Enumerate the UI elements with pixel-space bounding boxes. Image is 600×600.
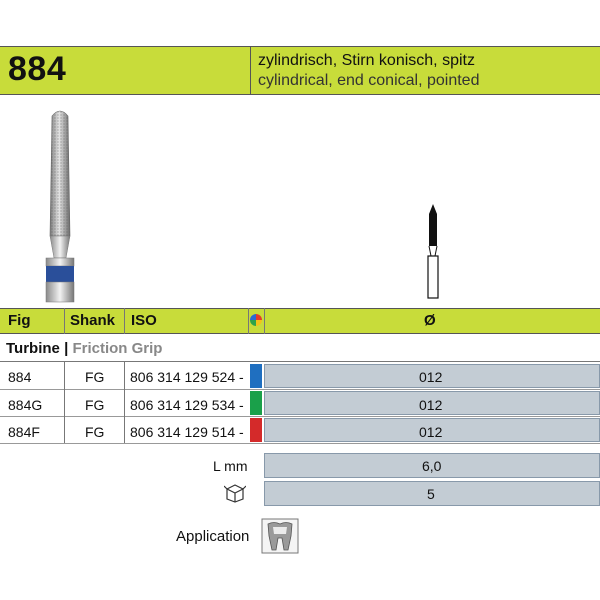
tooth-icon	[261, 518, 299, 554]
color-wheel-icon	[249, 313, 263, 327]
divider	[64, 362, 65, 443]
row-fig: 884F	[8, 424, 40, 440]
row-fig: 884	[8, 369, 32, 385]
row-iso: 806 314 129 524 -	[130, 369, 244, 385]
row-size: 012	[419, 369, 443, 385]
row-iso: 806 314 129 514 -	[130, 424, 244, 440]
group-label	[6, 340, 162, 357]
pack-value: 5	[427, 486, 435, 502]
figure-number: 884	[8, 50, 67, 88]
bur-silhouette-drawing	[418, 198, 448, 302]
column-shank: Shank	[70, 312, 116, 329]
header-divider	[250, 46, 251, 95]
color-code-green	[250, 391, 262, 415]
divider	[0, 361, 600, 362]
row-shank: FG	[85, 397, 105, 413]
row-size: 012	[419, 424, 443, 440]
length-value: 6,0	[422, 458, 442, 474]
divider	[248, 308, 249, 334]
divider	[0, 389, 600, 390]
application-label: Application	[176, 528, 250, 545]
length-label: L mm	[213, 458, 248, 474]
divider	[0, 443, 600, 444]
box-icon	[224, 481, 246, 503]
row-size: 012	[419, 397, 443, 413]
column-fig: Fig	[8, 312, 31, 329]
color-code-red	[250, 418, 262, 442]
divider	[0, 416, 600, 417]
row-iso: 806 314 129 534 -	[130, 397, 244, 413]
color-code-blue	[250, 364, 262, 388]
row-shank: FG	[85, 369, 105, 385]
column-iso: ISO	[131, 312, 157, 329]
description-german: zylindrisch, Stirn konisch, spitz	[258, 52, 475, 69]
column-diameter: Ø	[424, 312, 436, 329]
divider	[64, 308, 65, 334]
divider	[124, 308, 125, 334]
divider	[124, 362, 125, 443]
group-primary: Turbine	[6, 340, 60, 357]
row-shank: FG	[85, 424, 105, 440]
divider	[264, 308, 265, 334]
row-fig: 884G	[8, 397, 43, 413]
description-english: cylindrical, end conical, pointed	[258, 72, 480, 89]
group-secondary: Friction Grip	[72, 340, 163, 357]
group-separator: |	[64, 340, 69, 357]
bur-photo	[30, 108, 90, 304]
